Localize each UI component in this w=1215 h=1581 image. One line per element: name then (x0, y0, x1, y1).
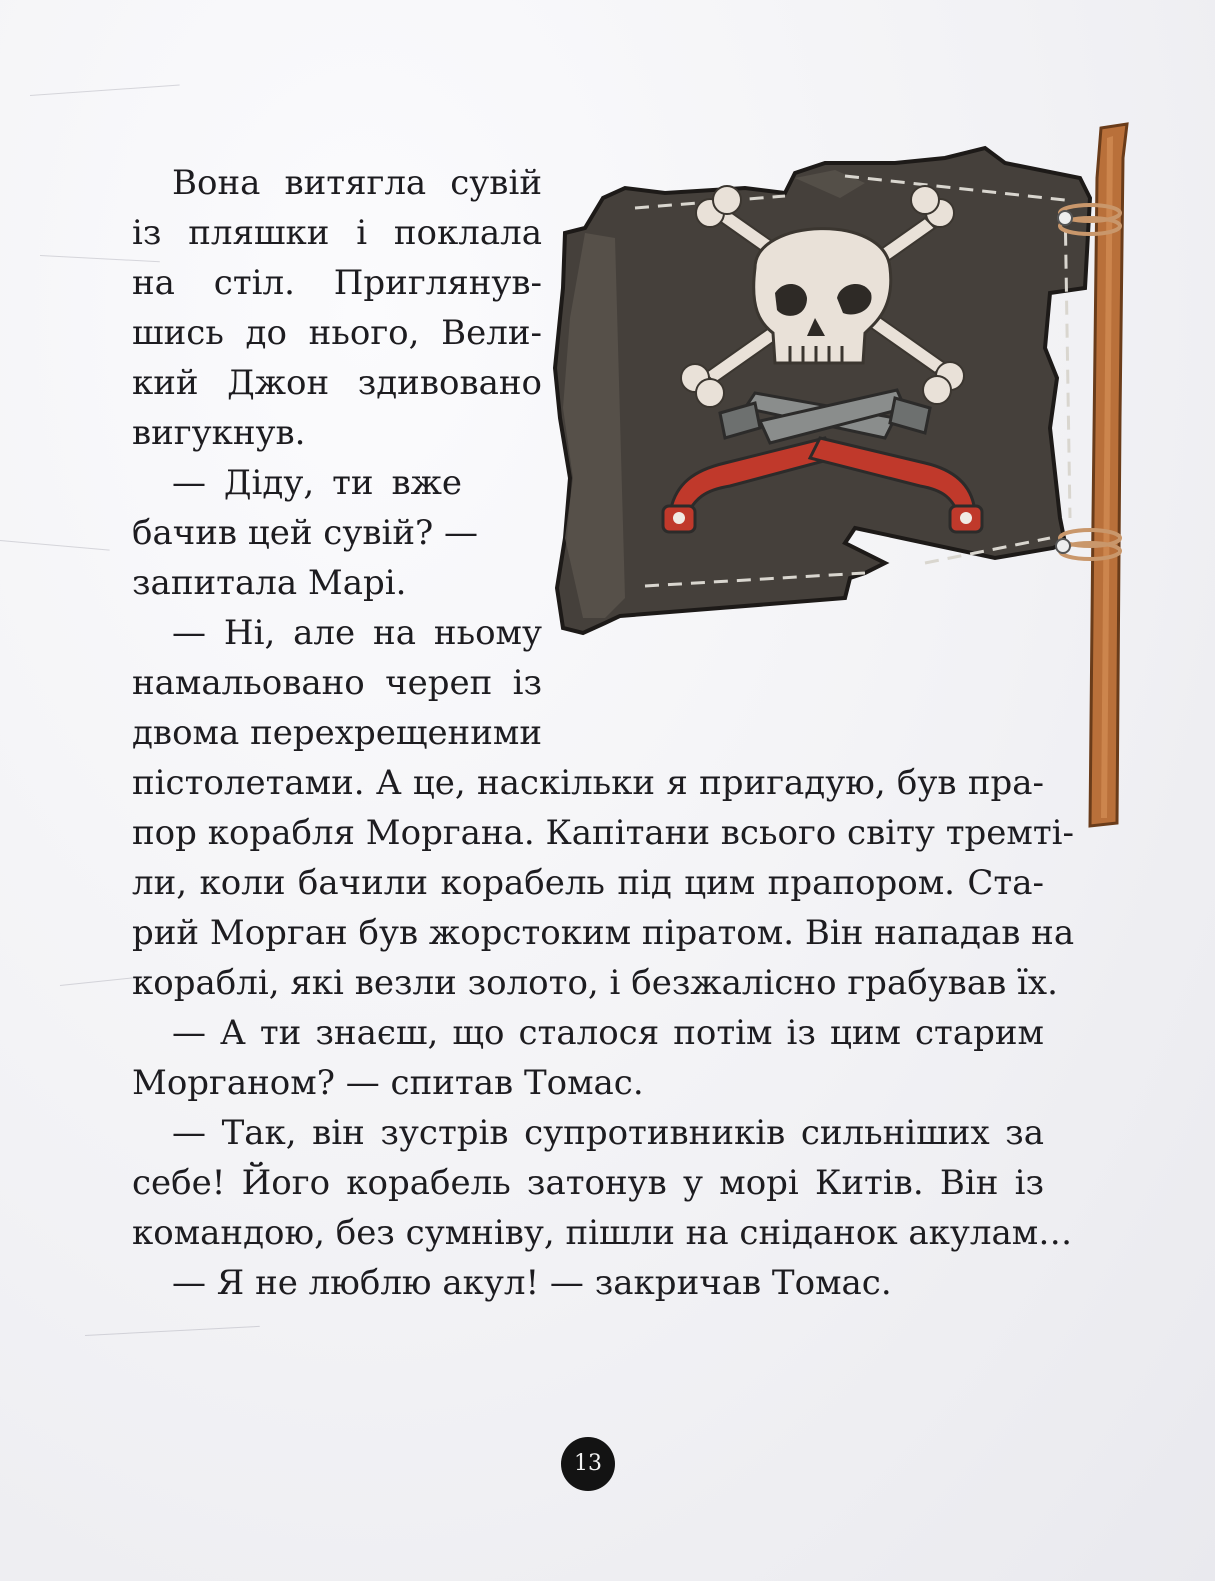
text-line: шись до нього, Вели- (132, 313, 542, 353)
text-line: намальовано череп із (132, 663, 542, 703)
paper-crease (0, 540, 110, 551)
text-line: Морганом? — спитав Томас. (132, 1063, 644, 1103)
text-line: двома перехрещеними (132, 713, 542, 753)
text-line: — Ні, але на ньому (172, 613, 542, 653)
text-line: пістолетами. А це, наскільки я пригадую, був пра- (132, 763, 1044, 803)
text-line: командою, без сумніву, пішли на сніданок акулам… (132, 1213, 1073, 1253)
paper-crease (30, 85, 180, 96)
story-text (132, 158, 1075, 1308)
text-line: бачив цей сувій? — (132, 513, 479, 553)
paper-crease (85, 1326, 260, 1336)
text-line: пор корабля Моргана. Капітани всього світу тремті- (132, 813, 1075, 853)
text-line: — Я не люблю акул! — закричав Томас. (172, 1263, 892, 1303)
text-line: запитала Марі. (132, 563, 407, 603)
text-line: кий Джон здивовано (132, 363, 542, 403)
text-line: кораблі, які везли золото, і безжалісно грабував їх. (132, 963, 1058, 1003)
text-line: — Діду, ти вже (172, 463, 462, 503)
text-line: на стіл. Приглянув- (132, 263, 542, 303)
text-line: вигукнув. (132, 413, 306, 453)
text-line: Вона витягла сувій (172, 163, 542, 203)
page-number-badge: 13 (561, 1437, 615, 1491)
text-line: рий Морган був жорстоким піратом. Він нападав на (132, 913, 1075, 953)
text-line: — Так, він зустрів супротивників сильніших за (172, 1113, 1044, 1153)
text-line: себе! Його корабель затонув у морі Китів. Він із (132, 1163, 1044, 1203)
text-line: із пляшки і поклала (132, 213, 542, 253)
text-line: ли, коли бачили корабель під цим прапором. Ста- (132, 863, 1044, 903)
text-line: — А ти знаєш, що сталося потім із цим старим (172, 1013, 1044, 1053)
